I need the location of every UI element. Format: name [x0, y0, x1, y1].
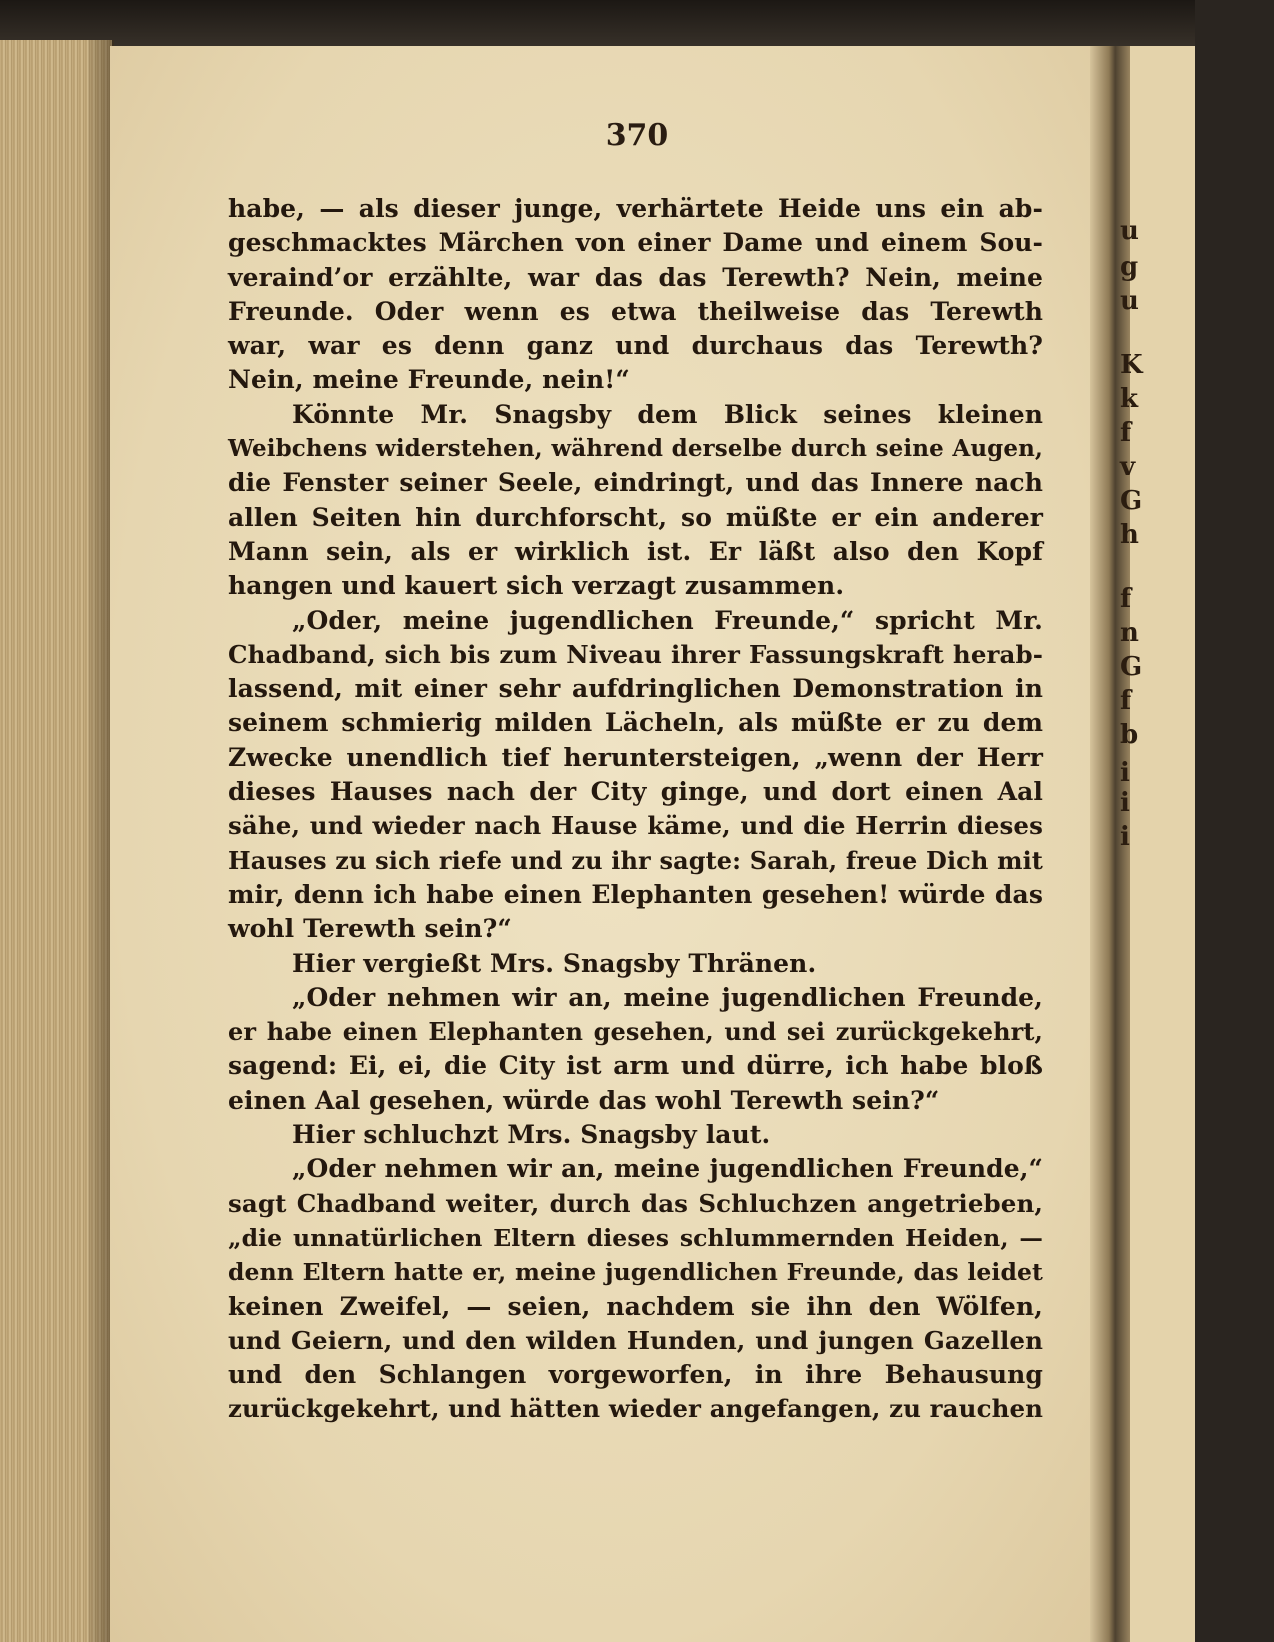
next-page-fragment: n	[1120, 618, 1139, 648]
text-line: zurückgekehrt, und hätten wieder angefangen, zu rauchen	[228, 1394, 1044, 1424]
text-line: war, war es denn ganz und durchaus das Terewth?	[228, 331, 1043, 361]
text-line: und den Schlangen vorgeworfen, in ihre Behausung	[228, 1360, 1043, 1390]
next-page-fragment: G	[1120, 652, 1143, 682]
text-line: habe, — als dieser junge, verhärtete Heide uns ein ab-	[228, 194, 1043, 223]
next-page-fragment: k	[1120, 384, 1139, 414]
page-number: 370	[605, 118, 669, 153]
text-line: „Oder nehmen wir an, meine jugendlichen Freunde,	[292, 982, 1043, 1012]
next-page-fragment: u	[1120, 216, 1139, 246]
text-line: er habe einen Elephanten gesehen, und sei zurückgekehrt,	[228, 1017, 1043, 1047]
next-page-fragment: f	[1120, 418, 1132, 448]
text-line: die Fenster seiner Seele, eindringt, und das Innere nach	[228, 468, 1043, 498]
next-page-fragment: v	[1120, 452, 1136, 482]
next-page-sliver	[1120, 46, 1195, 1642]
text-line: denn Eltern hatte er, meine jugendlichen Freunde, das leidet	[228, 1258, 1043, 1287]
text-line: Hier vergießt Mrs. Snagsby Thränen.	[292, 948, 817, 978]
text-line: veraind’or erzählte, war das das Terewth? Nein, meine	[228, 262, 1043, 292]
text-line: „die unnatürlichen Eltern dieses schlummernden Heiden, —	[228, 1223, 1043, 1252]
text-line: mir, denn ich habe einen Elephanten gesehen! würde das	[228, 879, 1043, 909]
text-line: lassend, mit einer sehr aufdringlichen Demonstration in	[228, 674, 1043, 704]
text-line: hangen und kauert sich verzagt zusammen.	[228, 571, 845, 601]
next-page-fragment: i	[1120, 788, 1130, 818]
text-line: wohl Terewth sein?“	[228, 914, 512, 944]
text-line: keinen Zweifel, — seien, nachdem sie ihn den Wölfen,	[228, 1291, 1043, 1321]
text-line: Freunde. Oder wenn es etwa theilweise das Terewth	[228, 296, 1043, 326]
text-line: Nein, meine Freunde, nein!“	[228, 365, 630, 395]
text-line: sähe, und wieder nach Hause käme, und die Herrin dieses	[228, 811, 1043, 841]
next-page-fragment: b	[1120, 720, 1139, 750]
text-line: und Geiern, und den wilden Hunden, und jungen Gazellen	[228, 1325, 1043, 1355]
text-line: geschmacktes Märchen von einer Dame und einem Sou-	[228, 228, 1043, 258]
next-page-fragment: G	[1120, 486, 1143, 516]
text-line: sagend: Ei, ei, die City ist arm und dürre, ich habe bloß	[228, 1051, 1043, 1081]
next-page-fragment: u	[1120, 286, 1139, 316]
next-page-fragment: i	[1120, 822, 1130, 852]
next-page-fragment: g	[1120, 252, 1139, 282]
next-page-fragment: K	[1120, 350, 1143, 380]
text-line: Hauses zu sich riefe und zu ihr sagte: Sarah, freue Dich mit	[228, 845, 1043, 875]
next-page-fragment: h	[1120, 520, 1139, 550]
page-text	[228, 192, 1043, 1427]
text-line: Hier schluchzt Mrs. Snagsby laut.	[292, 1120, 771, 1150]
text-line: Zwecke unendlich tief heruntersteigen, „wenn der Herr	[228, 742, 1043, 772]
text-line: sagt Chadband weiter, durch das Schluchzen angetrieben,	[228, 1188, 1043, 1218]
text-line: Chadband, sich bis zum Niveau ihrer Fassungskraft herab-	[228, 639, 1043, 669]
text-line: Mann sein, als er wirklich ist. Er läßt also den Kopf	[228, 536, 1043, 566]
text-line: allen Seiten hin durchforscht, so müßte er ein anderer	[228, 502, 1043, 532]
next-page-fragment: i	[1120, 758, 1130, 788]
text-line: einen Aal gesehen, würde das wohl Terewth sein?“	[228, 1085, 940, 1115]
text-line: dieses Hauses nach der City ginge, und dort einen Aal	[228, 777, 1043, 807]
text-line: „Oder, meine jugendlichen Freunde,“ spricht Mr.	[292, 605, 1043, 635]
next-page-fragment: f	[1120, 686, 1132, 716]
text-line: Könnte Mr. Snagsby dem Blick seines kleinen	[292, 399, 1043, 429]
text-line: „Oder nehmen wir an, meine jugendlichen Freunde,“	[292, 1154, 1043, 1184]
binding-strip	[0, 0, 1195, 52]
text-line: seinem schmierig milden Lächeln, als müßte er zu dem	[228, 708, 1043, 738]
text-line: Weibchens widerstehen, während derselbe durch seine Augen,	[228, 435, 1043, 463]
next-page-fragment: f	[1120, 584, 1132, 614]
